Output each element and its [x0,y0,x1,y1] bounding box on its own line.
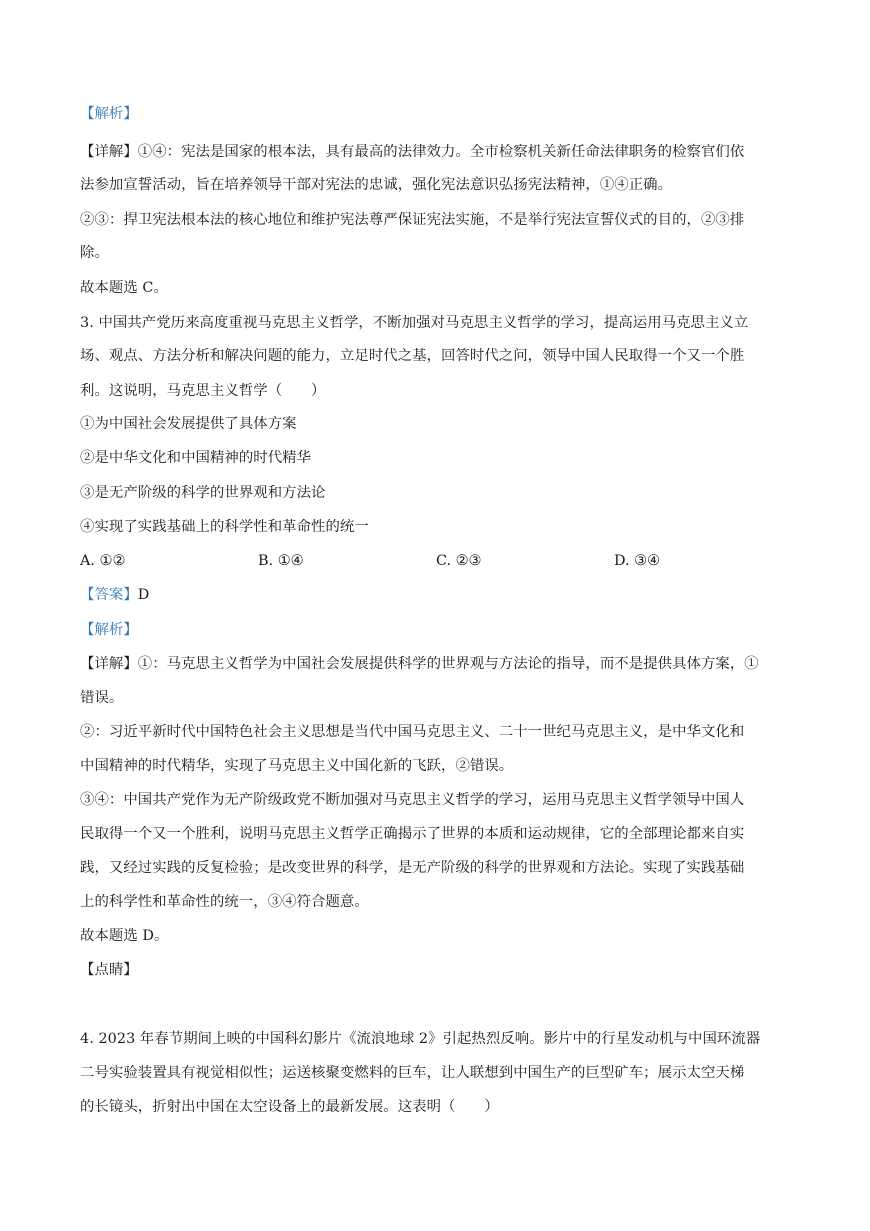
detail-tag: 【详解】 [80,144,138,160]
analysis-tag: 【解析】 [80,622,138,638]
statement-item: ④实现了实践基础上的科学性和革命性的统一 [80,519,369,535]
option-d: D. ③④ [614,553,660,569]
detail-line: 错误。 [80,690,124,706]
detail-line: 法参加宣誓活动，旨在培养领导干部对宪法的忠诚，强化宪法意识弘扬宪法精神，①④正确。 [80,177,673,193]
option-b: B. ①④ [258,553,304,569]
statement-item: ③是无产阶级的科学的世界观和方法论 [80,485,326,501]
conclusion: 故本题选 C。 [80,280,168,296]
detail-line: ③④：中国共产党作为无产阶级政党不断加强对马克思主义哲学的学习，运用马克思主义哲学领导中国人 [80,792,745,808]
analysis-tag: 【解析】 [80,106,138,122]
option-c: C. ②③ [436,553,482,569]
question-stem: 的长镜头，折射出中国在太空设备上的最新发展。这表明（ ） [80,1099,499,1115]
detail-text: ①④：宪法是国家的根本法，具有最高的法律效力。全市检察机关新任命法律职务的检察官们依 [137,144,745,160]
answer-tag: 【答案】 [80,587,138,603]
question-stem: 利。这说明，马克思主义哲学（ ） [80,383,326,399]
question-stem: 4. 2023 年春节期间上映的中国科幻影片《流浪地球 2》引起热烈反响。影片中的行星发动机与中国环流器 [80,1031,761,1047]
answer-line [80,585,149,605]
question-stem: 3. 中国共产党历来高度重视马克思主义哲学，不断加强对马克思主义哲学的学习，提高运用马克思主义立 [80,315,749,331]
detail-line [80,142,744,162]
detail-line: 中国精神的时代精华，实现了马克思主义中国化新的飞跃，②错误。 [80,758,514,774]
detail-line: 上的科学性和革命性的统一，③④符合题意。 [80,894,369,910]
statement-item: ①为中国社会发展提供了具体方案 [80,416,297,432]
detail-line: ②：习近平新时代中国特色社会主义思想是当代中国马克思主义、二十一世纪马克思主义，是中华文化和 [80,724,745,740]
highlight-tag: 【点睛】 [80,962,138,978]
detail-line: 除。 [80,245,109,261]
detail-tag: 【详解】 [80,656,138,672]
conclusion: 故本题选 D。 [80,928,169,944]
detail-line: 民取得一个又一个胜利，说明马克思主义哲学正确揭示了世界的本质和运动规律，它的全部理论都来自实 [80,826,745,842]
answer-value: D [137,587,150,603]
detail-line: 践，又经过实践的反复检验；是改变世界的科学，是无产阶级的科学的世界观和方法论。实现了实践基础 [80,860,745,876]
option-a: A. ①② [80,553,126,569]
detail-line: ②③：捍卫宪法根本法的核心地位和维护宪法尊严保证宪法实施，不是举行宪法宣誓仪式的目的，②③排 [80,212,745,228]
detail-line [80,654,759,674]
question-stem: 二号实验装置具有视觉相似性；运送核聚变燃料的巨车，让人联想到中国生产的巨型矿车；展示太空天梯 [80,1065,745,1081]
question-stem: 场、观点、方法分析和解决问题的能力，立足时代之基，回答时代之问，领导中国人民取得一个又一个胜 [80,348,745,364]
statement-item: ②是中华文化和中国精神的时代精华 [80,450,312,466]
detail-text: ①：马克思主义哲学为中国社会发展提供科学的世界观与方法论的指导，而不是提供具体方案，① [137,656,759,672]
